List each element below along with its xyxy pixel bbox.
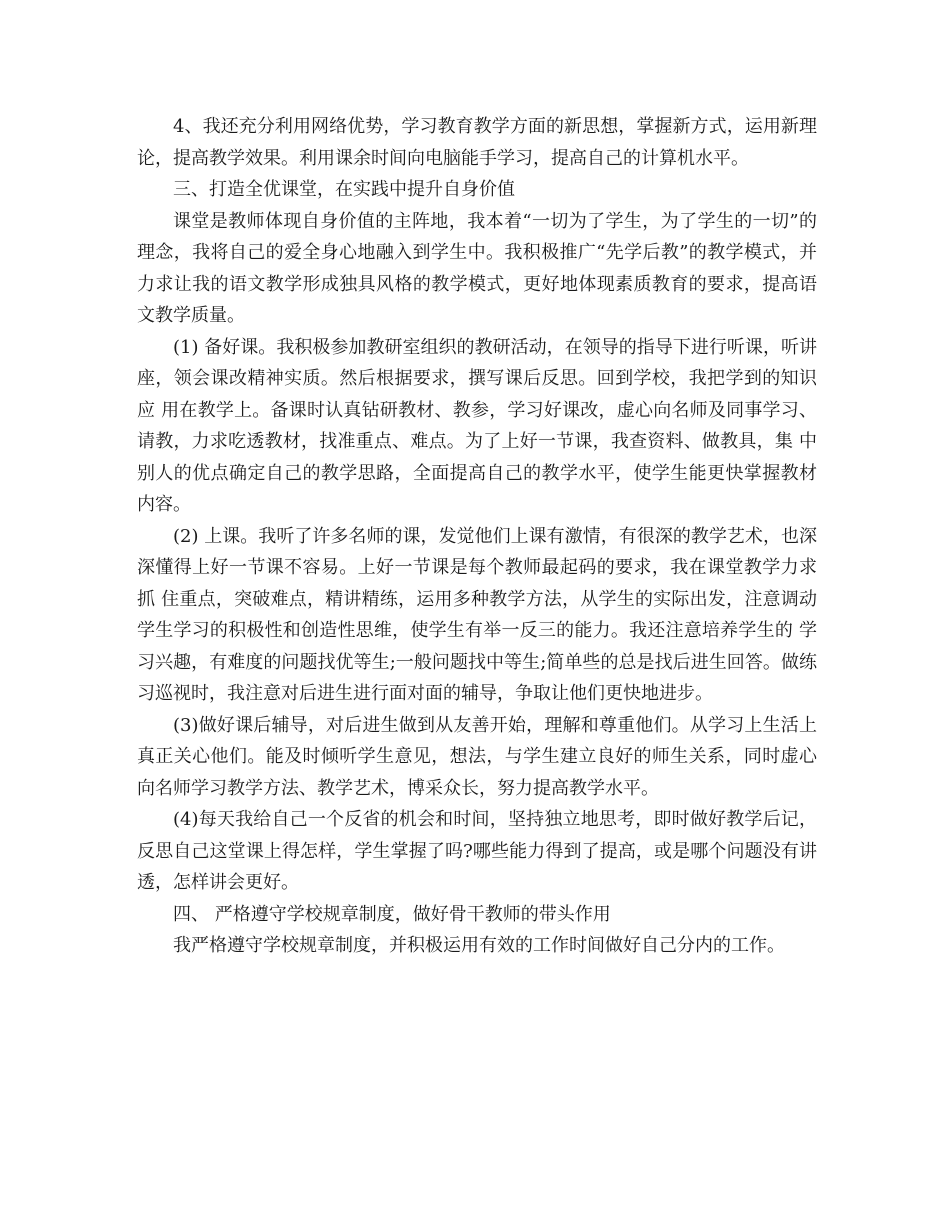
paragraph-item-4: 4、我还充分利用网络优势，学习教育教学方面的新思想，掌握新方式，运用新理论，提高教学效果。利用课余时间向电脑能手学习，提高自己的计算机水平。 <box>137 116 817 169</box>
paragraph-prepare-lessons: (1) 备好课。我积极参加教研室组织的教研活动，在领导的指导下进行听课，听讲座，领会课改精神实质。然后根据要求，撰写课后反思。回到学校，我把学到的知识应 用在教学上。备课时认真钻研教材、教参，学习好课改，虚心向名师及同事学习、请教，力求吃透教材，找准重点、难点。为了上好一节课，我查资料、做教具，集 中别人的优点确定自己的教学思路，全面提高自己的教学水平，使学生能更快掌握教材内容。 <box>137 336 817 515</box>
paragraph-classroom: 课堂是教师体现自身价值的主阵地，我本着“一切为了学生，为了学生的一切”的理念，我将自己的爱全身心地融入到学生中。我积极推广“先学后教”的教学模式，并力求让我的语文教学形成独具风格的教学模式，更好地体现素质教育的要求，提高语文教学质量。 <box>137 210 817 326</box>
section-heading-4: 四、 严格遵守学校规章制度，做好骨干教师的带头作用 <box>173 903 611 925</box>
document-body <box>137 111 817 962</box>
paragraph-tutoring: (3)做好课后辅导，对后进生做到从友善开始，理解和尊重他们。从学习上生活上真正关心他们。能及时倾听学生意见，想法，与学生建立良好的师生关系，同时虚心向名师学习教学方法、教学艺术，博采众长，努力提高教学水平。 <box>137 714 817 799</box>
paragraph-teaching: (2) 上课。我听了许多名师的课，发觉他们上课有激情，有很深的教学艺术，也深深懂得上好一节课不容易。上好一节课是每个教师最起码的要求，我在课堂教学力求抓 住重点，突破难点，精讲精练，运用多种教学方法，从学生的实际出发，注意调动学生学习的积极性和创造性思维，使学生有举一反三的能力。我还注意培养学生的 学习兴趣，有难度的问题找优等生;一般问题找中等生;简单些的总是找后进生回答。做练习巡视时，我注意对后进生进行面对面的辅导，争取让他们更快地进步。 <box>137 525 817 704</box>
paragraph-rules: 我严格遵守学校规章制度，并积极运用有效的工作时间做好自己分内的工作。 <box>173 935 785 956</box>
section-heading-3: 三、打造全优课堂，在实践中提升自身价值 <box>173 179 515 200</box>
paragraph-reflection: (4)每天我给自己一个反省的机会和时间，坚持独立地思考，即时做好教学后记，反思自己这堂课上得怎样，学生掌握了吗?哪些能力得到了提高，或是哪个问题没有讲透，怎样讲会更好。 <box>137 809 817 893</box>
